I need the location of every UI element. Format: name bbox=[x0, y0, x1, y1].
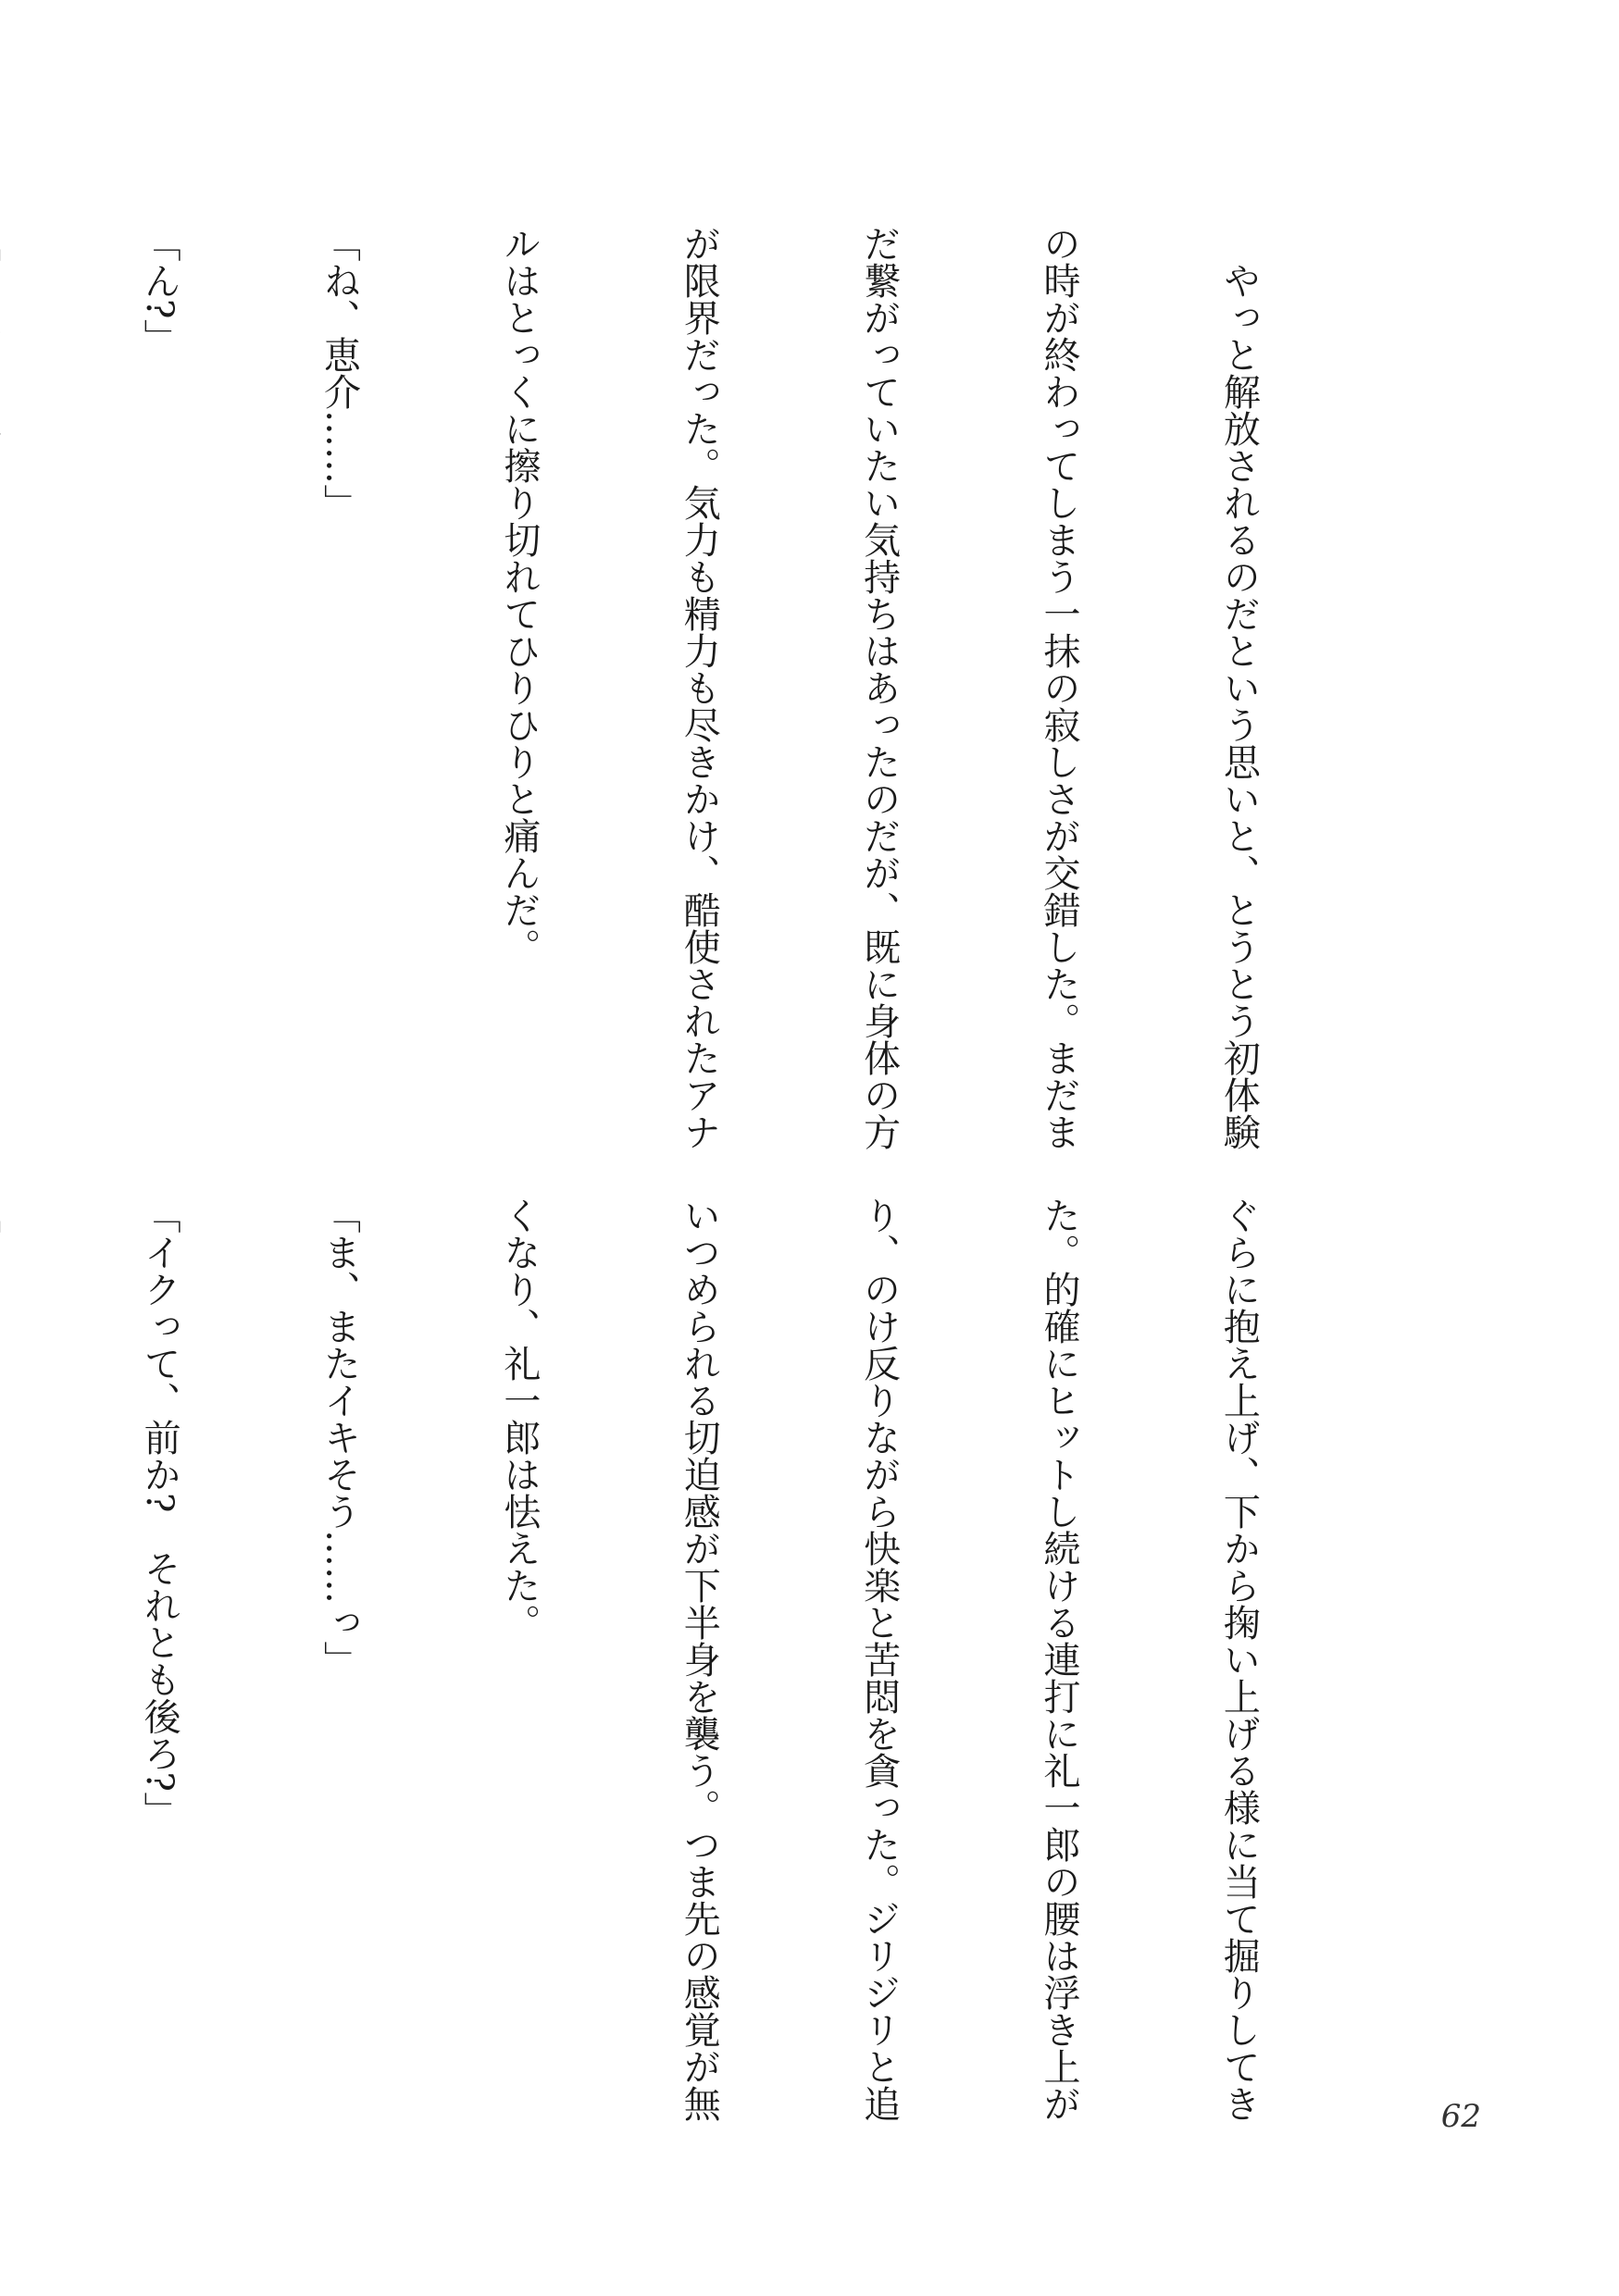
text-line bbox=[0, 225, 9, 1095]
text-line: ぐらに抱え上げ、下から掬い上げる様に当て掘りしてき bbox=[1217, 1197, 1261, 2122]
text-line: り、のけ反りながら快楽と苦悶を貪った。ジリジリと追 bbox=[857, 1197, 901, 2122]
text-line: 「イクって、前か? それとも後ろ?」 bbox=[138, 1197, 181, 1829]
text-block-bottom bbox=[138, 1197, 1389, 2122]
page-number: 62 bbox=[1440, 2098, 1481, 2135]
text-block-top bbox=[138, 225, 1389, 1150]
text-line: くなり、礼一郎は怯えた。 bbox=[497, 1197, 541, 1641]
text-line: だ繋がっていたい気持ちはあったのだが、既に身体の方 bbox=[857, 225, 901, 1150]
text-line: やっと解放されるのだという思いと、とうとう初体験 bbox=[1217, 225, 1261, 1150]
text-line bbox=[0, 1197, 9, 2066]
text-line: 「ま、またイキそう……っ」 bbox=[318, 1197, 361, 1678]
text-line: の時が終わってしまう一抹の寂しさが交錯した。まだま bbox=[1038, 225, 1081, 1150]
text-line: 「ね、恵介……」 bbox=[318, 225, 361, 521]
text-line: ルはとっくに擦り切れてひりひりと痛んだ。 bbox=[497, 225, 541, 965]
text-line: 「ん?」 bbox=[138, 225, 181, 356]
text-line: が限界だった。気力も精力も尽きかけ、酷使されたアナ bbox=[678, 225, 721, 1150]
text-line: いつめられる切迫感が下半身を襲う。つま先の感覚が無 bbox=[678, 1197, 721, 2122]
text-line: た。的確にヒットし続ける連打に礼一郎の腰は浮き上が bbox=[1038, 1197, 1081, 2122]
